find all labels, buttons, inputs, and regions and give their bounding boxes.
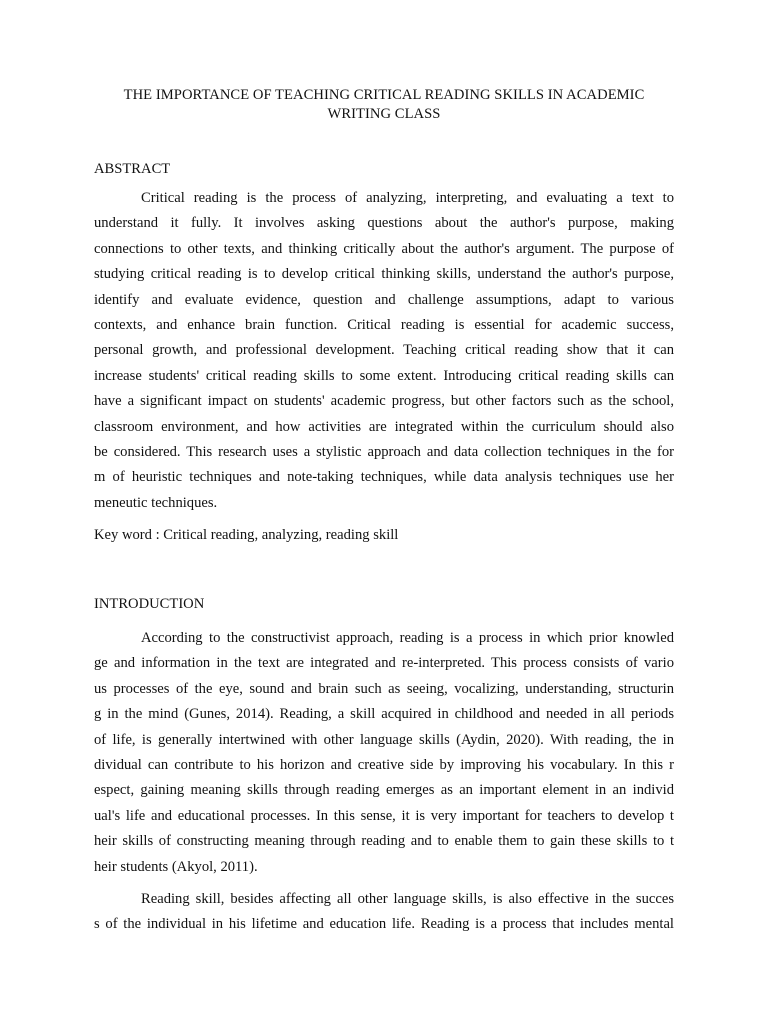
title-line: THE IMPORTANCE OF TEACHING CRITICAL READING SKILLS IN ACADEMIC (123, 87, 645, 103)
text-line: heir skills of constructing meaning through reading and to enable them to gain these skills to t (94, 833, 674, 850)
text-line: understand it fully. It involves asking questions about the author's purpose, making (94, 215, 674, 232)
text-line: According to the constructivist approach, reading is a process in which prior knowled (141, 630, 674, 646)
text-line: have a significant impact on students' academic progress, but other factors such as the school, (94, 393, 674, 410)
text-line: Critical reading is the process of analyzing, interpreting, and evaluating a text to (141, 190, 674, 206)
text-line: ge and information in the text are integrated and re-interpreted. This process consists of vario (94, 655, 674, 672)
text-line: g in the mind (Gunes, 2014). Reading, a skill acquired in childhood and needed in all periods (94, 706, 674, 723)
text-line: connections to other texts, and thinking critically about the author's argument. The purpose of (94, 240, 674, 257)
text-line: identify and evaluate evidence, question and challenge assumptions, adapt to various (94, 291, 674, 308)
text-line: increase students' critical reading skills to some extent. Introducing critical reading skills can (94, 367, 674, 384)
text-line: espect, gaining meaning skills through reading emerges as an important element in an individ (94, 782, 674, 799)
text-line: s of the individual in his lifetime and education life. Reading is a process that includes mental (94, 916, 674, 933)
text-line: us processes of the eye, sound and brain such as seeing, vocalizing, understanding, structurin (94, 680, 674, 697)
keywords: Key word : Critical reading, analyzing, reading skill (94, 527, 399, 543)
text-line: dividual can contribute to his horizon and creative side by improving his vocabulary. In this r (94, 756, 674, 773)
text-line: Reading skill, besides affecting all other language skills, is also effective in the succes (141, 891, 674, 907)
text-line: ual's life and educational processes. In this sense, it is very important for teachers to develop t (94, 807, 674, 824)
text-line: be considered. This research uses a stylistic approach and data collection techniques in the for (94, 443, 674, 460)
text-line: heir students (Akyol, 2011). (94, 858, 258, 875)
introduction-heading: INTRODUCTION (94, 596, 205, 612)
abstract-body (94, 186, 674, 516)
text-line: of life, is generally intertwined with other language skills (Aydin, 2020). With reading, the in (94, 731, 674, 748)
text-line: m of heuristic techniques and note-taking techniques, while data analysis techniques use her (94, 469, 674, 486)
introduction-paragraph-2 (94, 887, 674, 938)
text-line: classroom environment, and how activities are integrated within the curriculum should also (94, 418, 674, 435)
title-line: WRITING CLASS (327, 106, 441, 122)
text-line: contexts, and enhance brain function. Critical reading is essential for academic success, (94, 316, 674, 333)
text-line: studying critical reading is to develop critical thinking skills, understand the author's purpose, (94, 266, 674, 283)
introduction-paragraph-1 (94, 626, 674, 880)
text-line: meneutic techniques. (94, 494, 218, 511)
abstract-heading: ABSTRACT (94, 161, 171, 177)
text-line: personal growth, and professional development. Teaching critical reading show that it can (94, 342, 674, 359)
paper-title (80, 86, 688, 124)
